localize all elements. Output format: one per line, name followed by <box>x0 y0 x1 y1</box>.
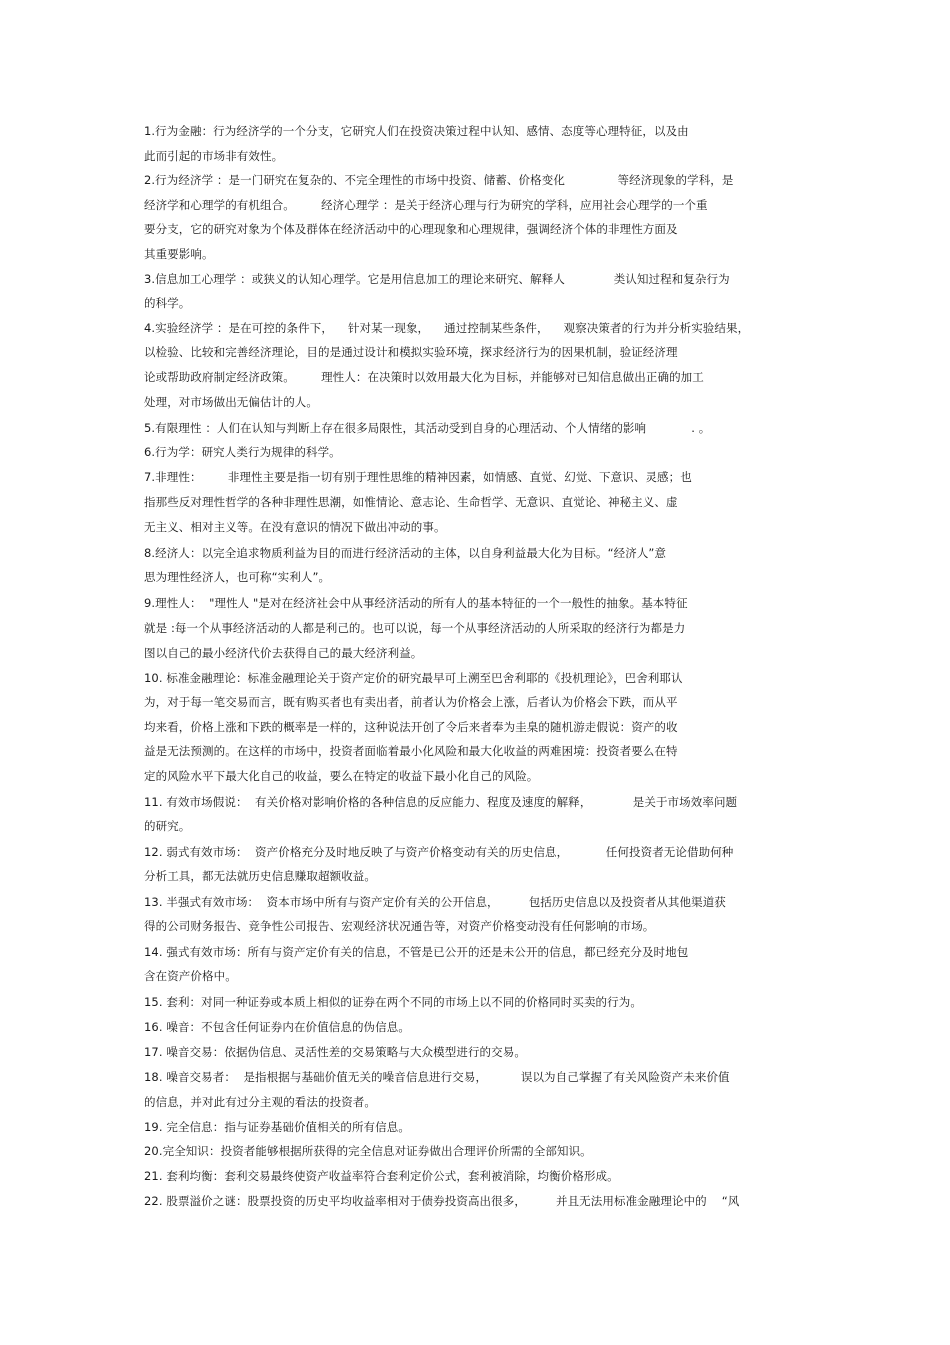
text-line: 此而引起的市场非有效性。 <box>144 149 284 163</box>
text-line: 5.有限理性 ：人们在认知与判断上存在很多局限性，其活动受到自身的心理活动、个人情绪的影响 . 。 <box>144 421 711 435</box>
text-line: 18. 噪音交易者： 是指根据与基础价值无关的噪音信息进行交易， 误以为自己掌握了有关风险资产未来价值 <box>144 1070 730 1084</box>
text-line: 9.理性人： "理性人 "是对在经济社会中从事经济活动的所有人的基本特征的一个一般性的抽象。基本特征 <box>144 596 688 610</box>
text-line: 20.完全知识：投资者能够根据所获得的完全信息对证券做出合理评价所需的全部知识。 <box>144 1144 592 1158</box>
text-line: 分析工具，都无法就历史信息赚取超额收益。 <box>144 869 376 883</box>
text-line: 思为理性经济人，也可称“实利人”。 <box>144 570 331 584</box>
text-line: 3.信息加工心理学 ：或狭义的认知心理学。它是用信息加工的理论来研究、解释人 类认知过程和复杂行为 <box>144 272 730 286</box>
text-line: 均来看，价格上涨和下跌的概率是一样的，这种说法开创了令后来者奉为圭臬的随机游走假说：资产的收 <box>144 720 678 734</box>
text-line: 的科学。 <box>144 296 191 310</box>
text-line: 21. 套利均衡：套利交易最终使资产收益率符合套利定价公式，套利被消除，均衡价格形成。 <box>144 1169 619 1183</box>
text-line: 16. 噪音：不包含任何证券内在价值信息的伪信息。 <box>144 1020 410 1034</box>
text-line: 处理，对市场做出无偏估计的人。 <box>144 395 318 409</box>
text-line: 1.行为金融：行为经济学的一个分支，它研究人们在投资决策过程中认知、感情、态度等心理特征，以及由 <box>144 124 689 138</box>
text-line: 7.非理性： 非理性主要是指一切有别于理性思维的精神因素，如情感、直觉、幻觉、下意识、灵感；也 <box>144 470 692 484</box>
text-line: 的研究。 <box>144 819 191 833</box>
text-line: 6.行为学：研究人类行为规律的科学。 <box>144 445 341 459</box>
text-line: 图以自己的最小经济代价去获得自己的最大经济利益。 <box>144 646 423 660</box>
text-line: 就是 :每一个从事经济活动的人都是利己的。也可以说，每一个从事经济活动的人所采取的经济行为都是力 <box>144 621 686 635</box>
text-line: 无主义、相对主义等。在没有意识的情况下做出冲动的事。 <box>144 520 446 534</box>
text-line: 为，对于每一笔交易而言，既有购买者也有卖出者，前者认为价格会上涨，后者认为价格会下跌，而从平 <box>144 695 678 709</box>
text-line: 论或帮助政府制定经济政策。 理性人：在决策时以效用最大化为目标，并能够对已知信息做出正确的加工 <box>144 370 704 384</box>
text-line: 的信息，并对此有过分主观的看法的投资者。 <box>144 1095 376 1109</box>
text-line: 指那些反对理性哲学的各种非理性思潮，如惟情论、意志论、生命哲学、无意识、直觉论、神秘主义、虚 <box>144 495 678 509</box>
text-line: 10. 标准金融理论：标准金融理论关于资产定价的研究最早可上溯至巴舍利耶的《投机理论》，巴舍利耶认 <box>144 671 683 685</box>
text-line: 19. 完全信息：指与证券基础价值相关的所有信息。 <box>144 1120 410 1134</box>
text-line: 15. 套利：对同一种证券或本质上相似的证券在两个不同的市场上以不同的价格同时买卖的行为。 <box>144 995 642 1009</box>
text-line: 13. 半强式有效市场： 资本市场中所有与资产定价有关的公开信息， 包括历史信息以及投资者从其他渠道获 <box>144 895 726 909</box>
text-line: 11. 有效市场假说： 有关价格对影响价格的各种信息的反应能力、程度及速度的解释， 是关于市场效率问题 <box>144 795 738 809</box>
text-line: 14. 强式有效市场：所有与资产定价有关的信息，不管是已公开的还是未公开的信息，都已经充分及时地包 <box>144 945 689 959</box>
text-line: 定的风险水平下最大化自己的收益，要么在特定的收益下最小化自己的风险。 <box>144 769 539 783</box>
text-line: 4.实验经济学 ：是在可控的条件下， 针对某一现象， 通过控制某些条件， 观察决策者的行为并分析实验结果， <box>144 321 750 335</box>
text-line: 经济学和心理学的有机组合。 经济心理学 ：是关于经济心理与行为研究的学科，应用社会心理学的一个重 <box>144 198 708 212</box>
text-line: 8.经济人：以完全追求物质利益为目的而进行经济活动的主体，以自身利益最大化为目标。“经济人”意 <box>144 546 667 560</box>
text-line: 2.行为经济学 ：是一门研究在复杂的、不完全理性的市场中投资、储蓄、价格变化 等经济现象的学科，是 <box>144 173 734 187</box>
text-line: 得的公司财务报告、竞争性公司报告、宏观经济状况通告等，对资产价格变动没有任何影响的市场。 <box>144 919 655 933</box>
text-line: 22. 股票溢价之谜：股票投资的历史平均收益率相对于债券投资高出很多， 并且无法用标准金融理论中的 “风 <box>144 1194 740 1208</box>
text-line: 以检验、比较和完善经济理论，目的是通过设计和模拟实验环境，探求经济行为的因果机制，验证经济理 <box>144 345 678 359</box>
text-line: 12. 弱式有效市场： 资产价格充分及时地反映了与资产价格变动有关的历史信息， 任何投资者无论借助何种 <box>144 845 734 859</box>
text-line: 要分支，它的研究对象为个体及群体在经济活动中的心理现象和心理规律，强调经济个体的非理性方面及 <box>144 222 678 236</box>
text-line: 其重要影响。 <box>144 247 214 261</box>
text-line: 含在资产价格中。 <box>144 969 237 983</box>
text-line: 益是无法预测的。在这样的市场中，投资者面临着最小化风险和最大化收益的两难困境：投资者要么在特 <box>144 744 678 758</box>
text-line: 17. 噪音交易：依据伪信息、灵活性差的交易策略与大众模型进行的交易。 <box>144 1045 526 1059</box>
